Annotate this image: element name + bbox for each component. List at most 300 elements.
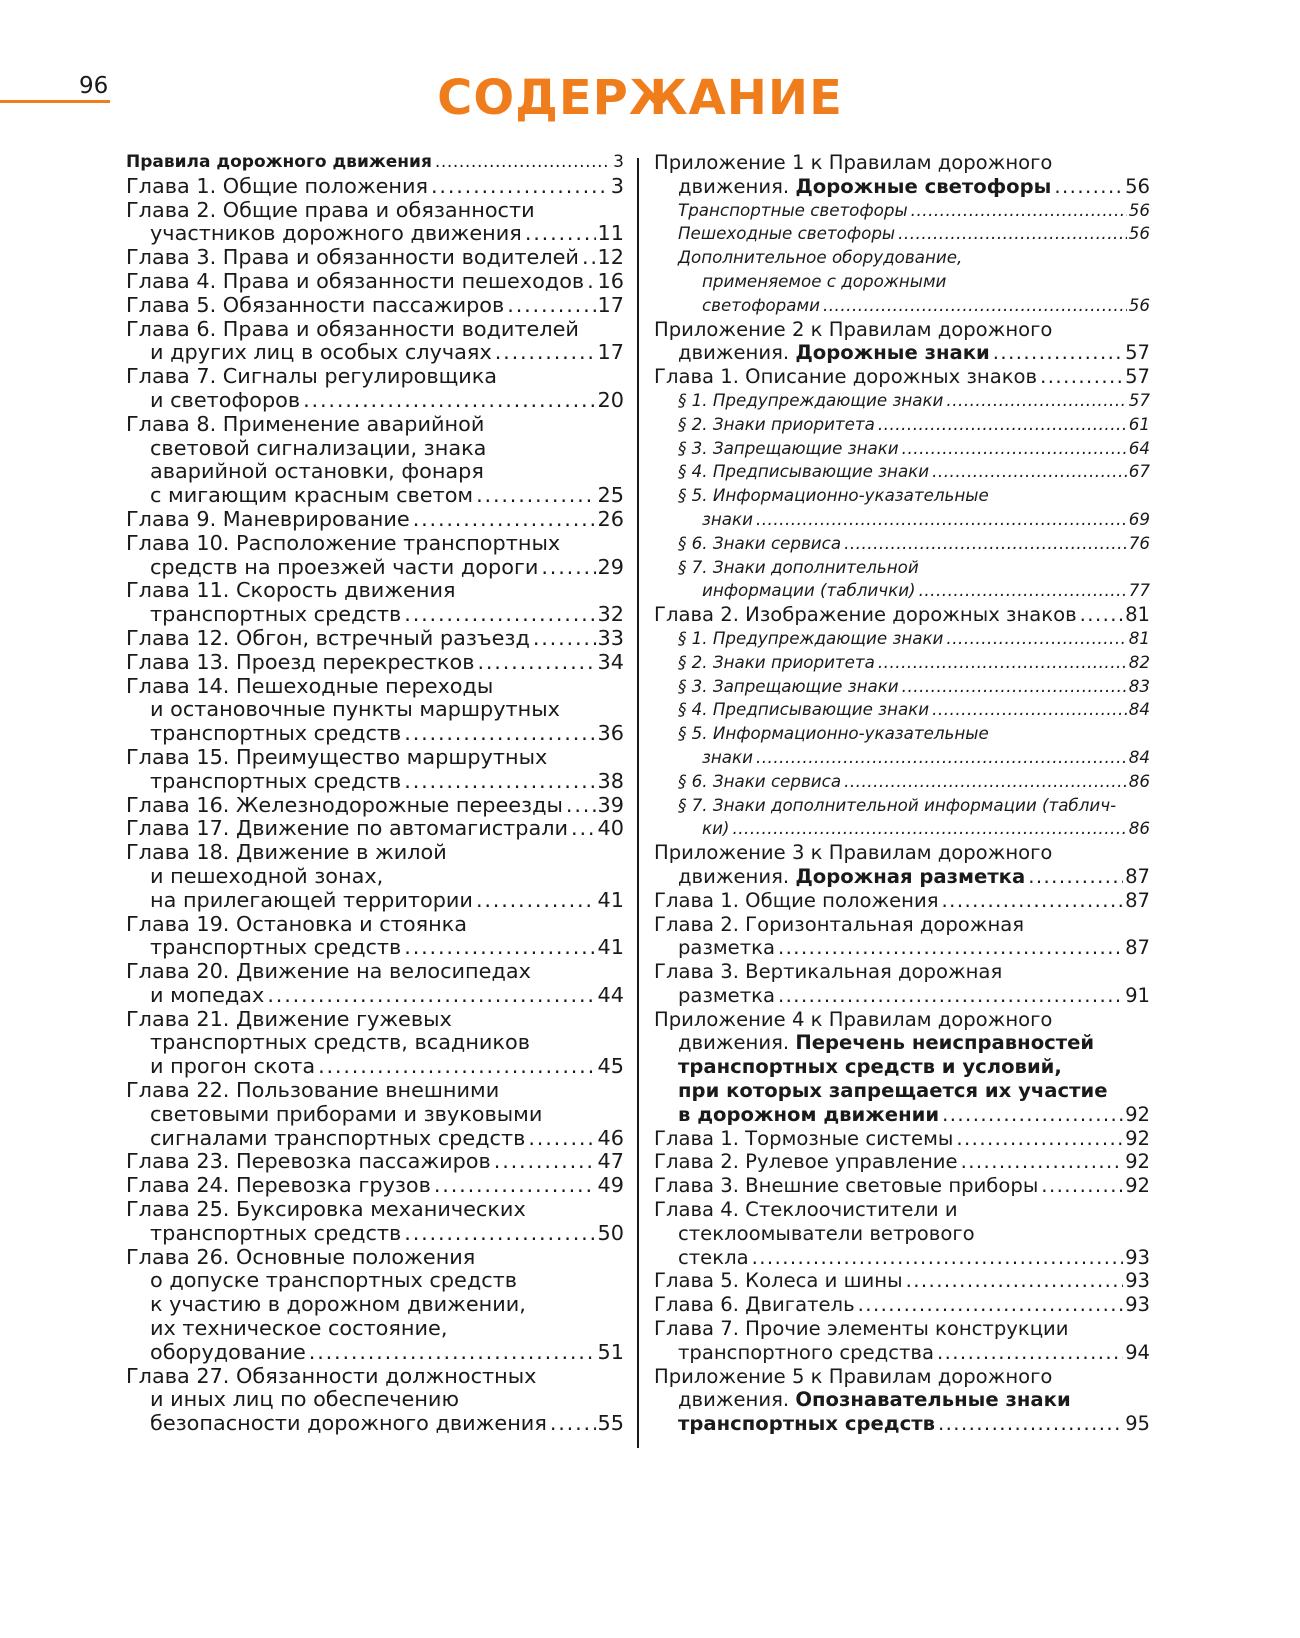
page-ref: 57 — [1125, 365, 1150, 389]
toc-text: и других лиц в особых случаях — [150, 340, 492, 365]
page-ref: 92 — [1125, 1150, 1150, 1174]
dot-leader — [525, 222, 596, 246]
toc-line — [126, 698, 624, 722]
toc-text: транспортных средств, всадников — [150, 1030, 530, 1055]
toc-text: с мигающим красным светом — [150, 483, 474, 508]
toc-text-group — [678, 341, 990, 365]
toc-entry — [654, 603, 1150, 627]
page-ref: 91 — [1125, 983, 1150, 1007]
toc-entry — [654, 1365, 1150, 1436]
page-ref: 41 — [597, 887, 624, 912]
toc-text: знаки — [702, 746, 753, 767]
toc-line — [126, 1079, 624, 1103]
page-ref: 45 — [597, 1054, 624, 1079]
toc-line — [654, 1388, 1150, 1412]
toc-right-column — [654, 151, 1150, 1436]
toc-text-bold: Дорожные светофоры — [795, 174, 1052, 198]
toc-last-line — [126, 603, 624, 627]
toc-text: и прогон скота — [150, 1054, 316, 1079]
toc-text: Глава 20. Движение на велосипедах — [126, 959, 531, 984]
dot-leader — [756, 508, 1127, 532]
page-ref: 84 — [1128, 746, 1150, 767]
toc-text: оборудование — [150, 1339, 306, 1364]
toc-entry — [654, 556, 1150, 604]
toc-entry — [654, 770, 1150, 794]
toc-line — [126, 1031, 624, 1055]
toc-entry — [654, 365, 1150, 389]
toc-entry — [654, 484, 1150, 532]
header-rule — [0, 100, 110, 103]
toc-last-line — [654, 1174, 1150, 1198]
dot-leader — [756, 746, 1127, 770]
toc-entry — [126, 1246, 624, 1365]
toc-line — [126, 1317, 624, 1341]
dot-leader — [550, 1412, 596, 1436]
dot-leader — [932, 460, 1127, 484]
toc-text: и пешеходной зонах, — [150, 863, 384, 888]
toc-line — [654, 1365, 1150, 1389]
toc-text: транспортных средств — [150, 721, 402, 746]
page-ref: 49 — [597, 1173, 624, 1198]
toc-text: Глава 5. Обязанности пассажиров — [126, 292, 505, 317]
toc-entry — [654, 841, 1150, 889]
dot-leader — [942, 1103, 1123, 1127]
page-ref: 57 — [1128, 389, 1150, 410]
page-ref: 51 — [597, 1339, 624, 1364]
toc-text: и иных лиц по обеспечению — [150, 1387, 459, 1412]
toc-text: Глава 8. Применение аварийной — [126, 411, 485, 436]
dot-leader — [906, 1269, 1123, 1293]
toc-entry — [654, 889, 1150, 913]
toc-entry — [654, 722, 1150, 770]
toc-text: световыми приборами и звуковыми — [150, 1101, 543, 1126]
toc-text: стекла — [678, 1245, 749, 1269]
toc-entry — [126, 651, 624, 675]
toc-text: Глава 11. Скорость движения — [126, 578, 456, 603]
toc-text: транспортного средства — [678, 1340, 934, 1364]
dot-leader — [541, 556, 595, 580]
dot-leader — [878, 413, 1127, 437]
page-ref: 36 — [597, 721, 624, 746]
toc-entry — [126, 1198, 624, 1246]
dot-leader — [533, 627, 596, 651]
dot-leader — [566, 794, 596, 818]
toc-text: Глава 1. Тормозные системы — [654, 1126, 954, 1150]
toc-text: информации (таблички) — [702, 580, 916, 601]
toc-line — [126, 1293, 624, 1317]
toc-line — [654, 151, 1150, 175]
toc-entry — [126, 746, 624, 794]
toc-entry — [126, 532, 624, 580]
toc-text: § 7. Знаки дополнительной — [678, 556, 919, 577]
toc-text: о допуске транспортных средств — [150, 1268, 518, 1293]
toc-entry — [654, 460, 1150, 484]
toc-text: Глава 3. Вертикальная дорожная — [654, 960, 1003, 984]
page-ref: 92 — [1125, 1102, 1150, 1126]
toc-entry — [126, 1008, 624, 1079]
toc-last-line — [126, 294, 624, 318]
page-ref: 34 — [597, 649, 624, 674]
toc-last-line — [126, 817, 624, 841]
dot-leader — [932, 698, 1127, 722]
page-ref: 94 — [1125, 1340, 1150, 1364]
toc-text: Приложение 1 к Правилам дорожного — [654, 151, 1053, 174]
toc-text: Глава 7. Прочие элементы конструкции — [654, 1317, 1069, 1341]
toc-text: Глава 9. Маневрирование — [126, 506, 410, 531]
toc-entry — [654, 913, 1150, 961]
toc-entry — [654, 1127, 1150, 1151]
toc-last-line — [126, 722, 624, 746]
toc-text-bold: в дорожном движении — [678, 1102, 940, 1126]
toc-text: Глава 5. Колеса и шины — [654, 1269, 903, 1293]
page-ref: 56 — [1125, 174, 1150, 198]
page-ref: 93 — [1125, 1245, 1150, 1269]
toc-last-line — [126, 556, 624, 580]
toc-text: Глава 17. Движение по автомагистрали — [126, 816, 569, 841]
toc-last-line — [654, 651, 1150, 675]
toc-text: Глава 24. Перевозка грузов — [126, 1173, 431, 1198]
toc-last-line — [654, 579, 1150, 603]
toc-text: § 5. Информационно-указательные — [678, 485, 989, 506]
page-ref: 3 — [610, 173, 624, 198]
toc-text: Приложение 4 к Правилам дорожного — [654, 1007, 1053, 1031]
dot-leader — [961, 1150, 1123, 1174]
toc-line — [654, 794, 1150, 818]
toc-last-line — [654, 341, 1150, 365]
toc-line — [126, 1365, 624, 1389]
page-ref: 87 — [1125, 936, 1150, 960]
toc-text: движения. — [678, 174, 796, 198]
toc-line — [126, 865, 624, 889]
toc-text: Правила дорожного движения — [126, 152, 432, 172]
toc-last-line — [654, 1341, 1150, 1365]
toc-last-line — [654, 627, 1150, 651]
toc-line — [654, 913, 1150, 937]
page-ref: 82 — [1128, 651, 1150, 672]
toc-text: их техническое состояние, — [150, 1316, 448, 1341]
dot-leader — [1041, 1174, 1123, 1198]
toc-text-group — [678, 865, 1025, 889]
dot-leader — [878, 651, 1127, 675]
toc-text: разметка — [678, 936, 775, 960]
toc-entry — [126, 1365, 624, 1436]
toc-text: движения. — [678, 864, 796, 888]
toc-last-line — [126, 889, 624, 913]
toc-last-line — [654, 698, 1150, 722]
page-ref: 38 — [597, 768, 624, 793]
dot-leader — [902, 437, 1127, 461]
toc-text: Глава 15. Преимущество маршрутных — [126, 744, 548, 769]
page-ref: 61 — [1128, 413, 1150, 434]
toc-line — [654, 484, 1150, 508]
toc-text: Глава 2. Изображение дорожных знаков — [654, 603, 1077, 627]
dot-leader — [942, 889, 1124, 913]
toc-entry — [126, 318, 624, 366]
toc-text-bold: транспортных средств — [678, 1412, 935, 1436]
toc-text: Глава 16. Железнодорожные переезды — [126, 792, 563, 817]
page-ref: 50 — [597, 1220, 624, 1245]
page-ref: 67 — [1128, 461, 1150, 482]
toc-entry — [126, 1079, 624, 1150]
dot-leader — [404, 770, 595, 794]
toc-text-bold: при которых запрещается их участие — [678, 1079, 1108, 1103]
toc-text: транспортных средств — [150, 935, 402, 960]
toc-last-line — [654, 1103, 1150, 1127]
toc-text: участников дорожного движения — [150, 221, 522, 246]
toc-entry — [126, 151, 624, 175]
toc-last-line — [654, 936, 1150, 960]
toc-line — [654, 1222, 1150, 1246]
page-ref: 41 — [597, 935, 624, 960]
toc-text: Глава 2. Общие права и обязанности — [126, 197, 535, 222]
page-ref: 92 — [1125, 1174, 1150, 1198]
page-ref: 84 — [1128, 699, 1150, 720]
toc-entry — [654, 437, 1150, 461]
toc-text: Глава 14. Пешеходные переходы — [126, 673, 494, 698]
toc-last-line — [126, 341, 624, 365]
toc-last-line — [126, 1341, 624, 1365]
toc-entry — [654, 389, 1150, 413]
dot-leader — [476, 484, 595, 508]
toc-entry — [126, 175, 624, 199]
toc-left-column — [126, 151, 624, 1436]
toc-text: стеклоомыватели ветрового — [678, 1221, 975, 1245]
toc-line — [126, 437, 624, 461]
dot-leader — [732, 817, 1126, 841]
toc-entry — [654, 651, 1150, 675]
toc-entry — [126, 294, 624, 318]
toc-text: § 6. Знаки сервиса — [678, 770, 842, 791]
toc-line — [126, 1269, 624, 1293]
dot-leader — [956, 1127, 1123, 1151]
dot-leader — [435, 151, 611, 175]
page-ref: 87 — [1125, 888, 1150, 912]
toc-text: Глава 13. Проезд перекрестков — [126, 649, 475, 674]
page-ref: 76 — [1128, 532, 1150, 553]
toc-entry — [654, 627, 1150, 651]
page-ref: 55 — [597, 1411, 624, 1436]
toc-last-line — [126, 175, 624, 199]
toc-last-line — [654, 294, 1150, 318]
toc-line — [654, 1055, 1150, 1079]
toc-last-line — [126, 1222, 624, 1246]
toc-last-line — [654, 1412, 1150, 1436]
toc-last-line — [654, 1293, 1150, 1317]
toc-line — [126, 460, 624, 484]
dot-leader — [919, 579, 1127, 603]
toc-entry — [654, 1269, 1150, 1293]
toc-text-bold: транспортных средств и условий, — [678, 1055, 1062, 1079]
dot-leader — [823, 294, 1127, 318]
toc-text: Дополнительное оборудование, — [678, 247, 963, 268]
toc-entry — [654, 794, 1150, 842]
toc-last-line — [654, 675, 1150, 699]
toc-line — [126, 1198, 624, 1222]
page-ref: 3 — [613, 152, 624, 172]
dot-leader — [587, 270, 595, 294]
dot-leader — [1080, 603, 1123, 627]
toc-last-line — [654, 460, 1150, 484]
toc-last-line — [126, 151, 624, 175]
toc-entry — [126, 246, 624, 270]
toc-text: Глава 22. Пользование внешними — [126, 1078, 500, 1103]
toc-entry — [126, 1150, 624, 1174]
toc-text: Приложение 5 к Правилам дорожного — [654, 1364, 1053, 1388]
toc-text: Транспортные светофоры — [678, 199, 908, 220]
toc-last-line — [126, 627, 624, 651]
toc-text: Глава 1. Описание дорожных знаков — [654, 365, 1038, 389]
toc-last-line — [654, 532, 1150, 556]
dot-leader — [507, 294, 595, 318]
dot-leader — [1040, 365, 1123, 389]
toc-text-group — [678, 1388, 1071, 1411]
page-ref: 56 — [1128, 294, 1150, 315]
page-ref: 92 — [1125, 1126, 1150, 1150]
page-ref: 32 — [597, 602, 624, 627]
page-ref: 56 — [1128, 223, 1150, 244]
page-ref: 81 — [1125, 603, 1150, 627]
toc-line — [654, 1198, 1150, 1222]
dot-leader — [844, 770, 1127, 794]
toc-entry — [654, 698, 1150, 722]
toc-line — [126, 413, 624, 437]
toc-last-line — [654, 1150, 1150, 1174]
toc-line — [126, 365, 624, 389]
toc-line — [654, 1031, 1150, 1055]
toc-entry — [654, 1150, 1150, 1174]
toc-text: § 4. Предписывающие знаки — [678, 461, 930, 482]
page-ref: 39 — [597, 792, 624, 817]
toc-last-line — [654, 175, 1150, 199]
toc-text: Глава 12. Обгон, встречный разъезд — [126, 625, 530, 650]
page-ref: 46 — [597, 1125, 624, 1150]
dot-leader — [476, 889, 596, 913]
toc-entry — [654, 413, 1150, 437]
page-ref: 17 — [597, 340, 624, 365]
page-number: 96 — [79, 73, 109, 99]
toc-last-line — [126, 1055, 624, 1079]
dot-leader — [571, 817, 595, 841]
toc-line — [126, 746, 624, 770]
toc-last-line — [126, 222, 624, 246]
toc-text: Глава 18. Движение в жилой — [126, 840, 447, 865]
toc-line — [126, 960, 624, 984]
toc-last-line — [126, 1150, 624, 1174]
toc-last-line — [654, 603, 1150, 627]
toc-text-bold: Перечень неисправностей — [795, 1031, 1095, 1055]
toc-text-group — [678, 1412, 935, 1436]
dot-leader — [993, 341, 1123, 365]
toc-last-line — [126, 508, 624, 532]
dot-leader — [303, 389, 595, 413]
dot-leader — [404, 722, 595, 746]
page-ref: 26 — [597, 506, 624, 531]
toc-last-line — [654, 817, 1150, 841]
dot-leader — [1054, 175, 1123, 199]
toc-text: Глава 1. Общие положения — [654, 888, 939, 912]
page-ref: 69 — [1128, 508, 1150, 529]
dot-leader — [267, 984, 595, 1008]
toc-text: движения. — [678, 1388, 796, 1412]
toc-line — [654, 270, 1150, 294]
page-ref: 11 — [597, 221, 624, 246]
toc-last-line — [126, 770, 624, 794]
toc-text: движения. — [678, 1031, 796, 1055]
dot-leader — [911, 199, 1127, 223]
toc-text-bold: Дорожные знаки — [795, 341, 990, 365]
toc-text: Глава 4. Права и обязанности пешеходов — [126, 268, 585, 293]
toc-text: ки) — [702, 818, 730, 839]
toc-entry — [654, 222, 1150, 246]
toc-text: разметка — [678, 983, 775, 1007]
toc-entry — [126, 841, 624, 912]
toc-line — [126, 318, 624, 342]
page-ref: 93 — [1125, 1293, 1150, 1317]
dot-leader — [938, 1412, 1123, 1436]
dot-leader — [404, 603, 595, 627]
dot-leader — [404, 936, 595, 960]
page-ref: 29 — [597, 554, 624, 579]
toc-entry — [654, 960, 1150, 1008]
dot-leader — [1028, 865, 1123, 889]
page-ref: 83 — [1128, 675, 1150, 696]
toc-last-line — [654, 984, 1150, 1008]
dot-leader — [528, 1127, 595, 1151]
dot-leader — [898, 222, 1127, 246]
dot-leader — [844, 532, 1127, 556]
page-title: СОДЕРЖАНИЕ — [437, 70, 843, 126]
toc-text: § 3. Запрещающие знаки — [678, 675, 899, 696]
toc-text: Глава 3. Внешние световые приборы — [654, 1174, 1039, 1198]
toc-text: Глава 2. Горизонтальная дорожная — [654, 912, 1025, 936]
toc-text: светофорами — [702, 294, 820, 315]
page-ref: 17 — [597, 292, 624, 317]
toc-entry — [126, 365, 624, 413]
toc-line — [126, 1008, 624, 1032]
toc-last-line — [126, 1127, 624, 1151]
toc-line — [654, 841, 1150, 865]
toc-text: § 1. Предупреждающие знаки — [678, 389, 944, 410]
dot-leader — [434, 1174, 596, 1198]
toc-text: сигналами транспортных средств — [150, 1125, 526, 1150]
toc-line — [654, 1008, 1150, 1032]
toc-entry — [654, 1293, 1150, 1317]
toc-text-group — [678, 175, 1051, 199]
toc-text: Глава 3. Права и обязанности водителей — [126, 245, 579, 270]
toc-text: Глава 2. Рулевое управление — [654, 1150, 958, 1174]
toc-entry — [126, 1174, 624, 1198]
dot-leader — [404, 1222, 595, 1246]
dot-leader — [582, 246, 596, 270]
toc-entry — [654, 151, 1150, 199]
dot-leader — [413, 508, 596, 532]
toc-last-line — [654, 1246, 1150, 1270]
toc-text: § 5. Информационно-указательные — [678, 723, 989, 744]
toc-text: Глава 23. Перевозка пассажиров — [126, 1149, 491, 1174]
column-divider — [637, 158, 639, 1448]
toc-last-line — [654, 437, 1150, 461]
toc-text: аварийной остановки, фонаря — [150, 459, 484, 484]
toc-text: знаки — [702, 508, 753, 529]
toc-text: движения. — [678, 341, 796, 365]
toc-text-group — [678, 1055, 1062, 1078]
toc-text: § 7. Знаки дополнительной информации (таблич- — [678, 794, 1117, 815]
toc-text: транспортных средств — [150, 1220, 402, 1245]
toc-entry — [654, 1198, 1150, 1269]
page-ref: 16 — [597, 268, 624, 293]
toc-last-line — [126, 984, 624, 1008]
toc-text: Глава 21. Движение гужевых — [126, 1006, 452, 1031]
